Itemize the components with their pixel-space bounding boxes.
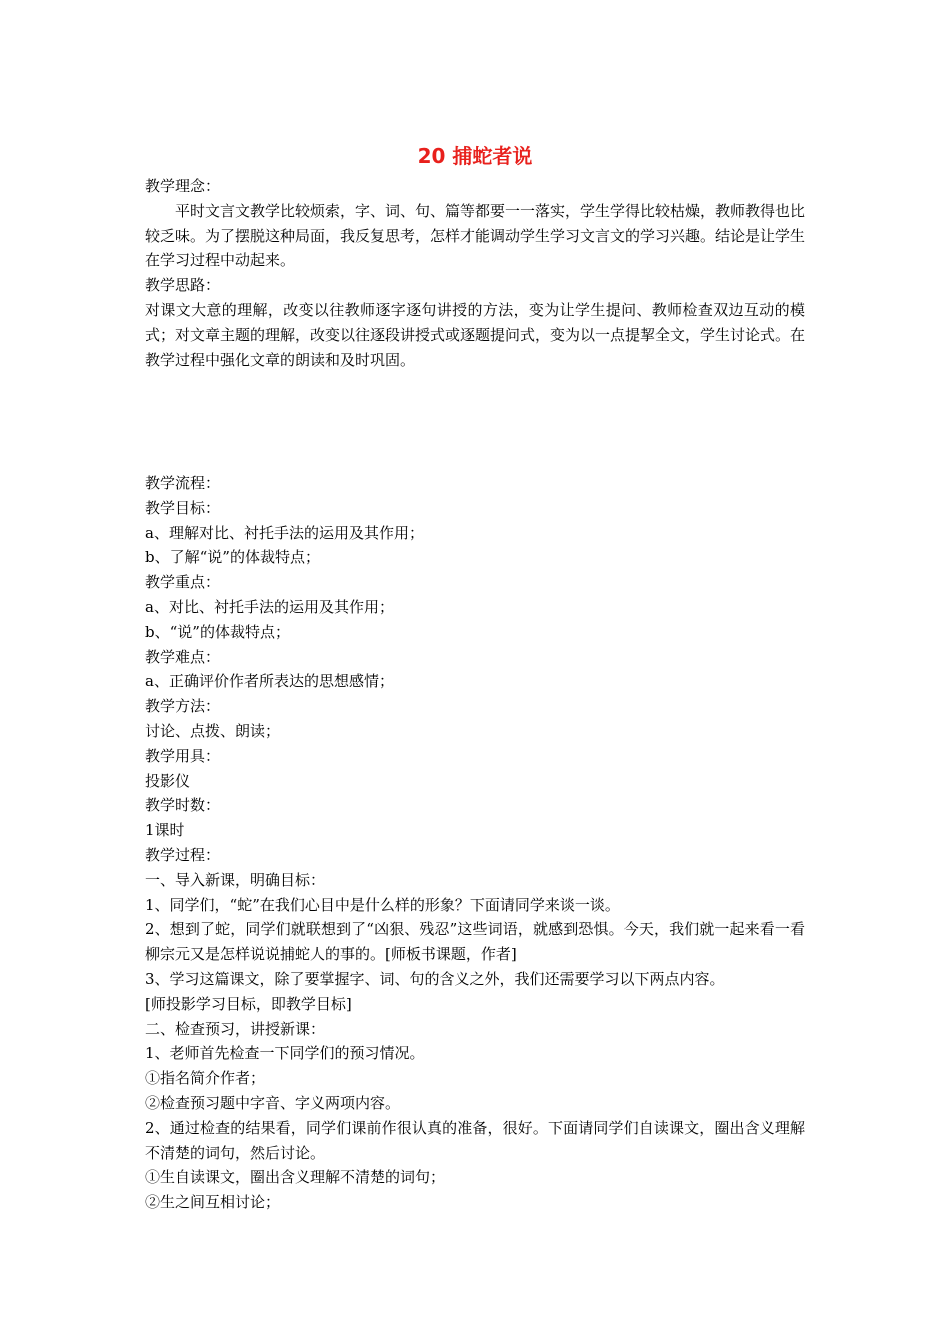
- text-line: b、了解“说”的体裁特点；: [145, 548, 320, 567]
- text-line: 教学目标：: [145, 498, 221, 517]
- text-line: ①指名简介作者；: [145, 1069, 266, 1088]
- text-line: ②检查预习题中字音、字义两项内容。: [145, 1093, 401, 1112]
- text-line: a、理解对比、衬托手法的运用及其作用；: [145, 523, 424, 542]
- text-line: 投影仪: [145, 771, 191, 790]
- label-teaching-idea: 教学理念：: [145, 177, 221, 195]
- text-line: ②生之间互相讨论；: [145, 1193, 281, 1212]
- text-line: 教学时数：: [145, 796, 221, 815]
- process-section: [145, 471, 805, 1215]
- intro-section: [145, 174, 805, 372]
- text-line: ①生自读课文，圈出含义理解不清楚的词句；: [145, 1168, 446, 1187]
- text-line: 教学过程：: [145, 845, 221, 864]
- text-line: 1、老师首先检查一下同学们的预习情况。: [145, 1044, 425, 1063]
- text-line: [师投影学习目标，即教学目标]: [145, 994, 352, 1013]
- document-title: 20 捕蛇者说: [417, 144, 533, 168]
- text-line: 一、导入新课，明确目标：: [145, 870, 326, 889]
- paragraph-check-result: 2、通过检查的结果看，同学们课前作很认真的准备，很好。下面请同学们自读课文，圈出含义理解不清楚的词句，然后讨论。: [145, 1118, 805, 1162]
- text-line: 二、检查预习，讲授新课：: [145, 1019, 326, 1038]
- text-line: 教学难点：: [145, 647, 221, 666]
- text-line: a、对比、衬托手法的运用及其作用；: [145, 597, 394, 616]
- paragraph-teaching-idea: 平时文言文教学比较烦索，字、词、句、篇等都要一一落实，学生学得比较枯燥，教师教得也比较乏味。为了摆脱这种局面，我反复思考，怎样才能调动学生学习文言文的学习兴趣。结论是让学生在学习过程中动起来。: [145, 201, 806, 270]
- text-line: 讨论、点拨、朗读；: [145, 721, 281, 740]
- text-line: b、“说”的体裁特点；: [145, 622, 290, 641]
- text-line: 教学重点：: [145, 573, 221, 592]
- label-teaching-approach: 教学思路：: [145, 276, 221, 295]
- text-line: 教学流程：: [145, 474, 221, 492]
- text-line: 1、同学们，“蛇”在我们心目中是什么样的形象？下面请同学来谈一谈。: [145, 895, 620, 914]
- text-line: 3、学习这篇课文，除了要掌握字、词、句的含义之外，我们还需要学习以下两点内容。: [145, 969, 725, 988]
- text-line: a、正确评价作者所表达的思想感情；: [145, 672, 394, 691]
- text-line: 教学方法：: [145, 697, 221, 716]
- text-line: 教学用具：: [145, 746, 221, 765]
- paragraph-teaching-approach: 对课文大意的理解，改变以往教师逐字逐句讲授的方法，变为让学生提问、教师检查双边互动的模式；对文章主题的理解，改变以往逐段讲授式或逐题提问式，变为以一点提挈全文，学生讨论式。在教学过程中强化文章的朗读和及时巩固。: [145, 300, 806, 369]
- paragraph-intro-snake: 2、想到了蛇，同学们就联想到了“凶狠、残忍”这些词语，就感到恐惧。今天，我们就一起来看一看柳宗元又是怎样说说捕蛇人的事的。[师板书课题，作者]: [145, 920, 805, 964]
- text-line: 1课时: [145, 821, 185, 840]
